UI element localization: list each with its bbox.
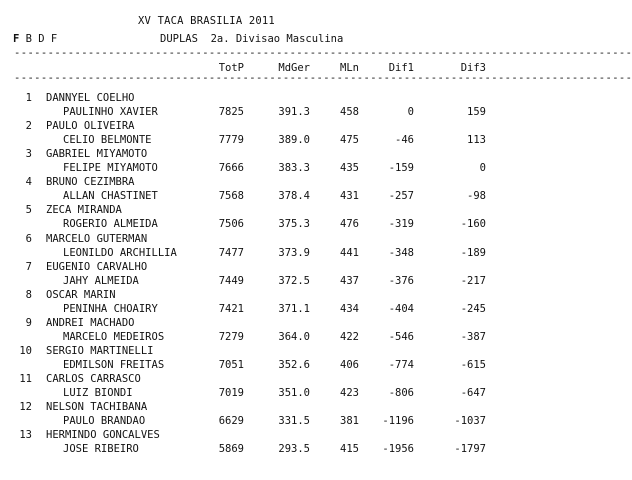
- difference-first: 0: [407, 106, 414, 118]
- player-two-name: PENINHA CHOAIRY: [63, 302, 158, 315]
- player-one-name: MARCELO GUTERMAN: [46, 232, 148, 245]
- overall-average: 371.1: [278, 302, 310, 315]
- player-one-name: NELSON TACHIBANA: [46, 401, 148, 414]
- rank-number: 5: [25, 204, 32, 217]
- rank-number: 4: [25, 176, 32, 189]
- difference-first: -774: [388, 358, 414, 371]
- difference-first: -1196: [382, 415, 414, 428]
- overall-average: 389.0: [278, 134, 310, 147]
- player-two-name: FELIPE MIYAMOTO: [63, 162, 158, 175]
- difference-third: -160: [460, 218, 486, 231]
- player-two-name: EDMILSON FREITAS: [63, 358, 165, 371]
- table-row: [0, 92, 500, 120]
- best-line: 434: [340, 302, 359, 315]
- rank-number: 13: [19, 429, 32, 442]
- total-pins: 7449: [218, 274, 244, 287]
- total-pins: 7666: [218, 162, 244, 175]
- overall-average: 391.3: [278, 106, 310, 118]
- total-pins: 7019: [218, 387, 244, 399]
- rank-number: 9: [25, 316, 32, 329]
- player-one-name: HERMINDO GONCALVES: [46, 429, 160, 442]
- best-line: 435: [340, 162, 359, 175]
- player-one-name: BRUNO CEZIMBRA: [46, 176, 135, 189]
- difference-third: -189: [460, 246, 486, 259]
- rank-number: 10: [19, 344, 32, 357]
- best-line: 476: [340, 218, 359, 231]
- total-pins: 7421: [218, 302, 244, 315]
- difference-first: -1956: [382, 443, 414, 456]
- player-two-name: ALLAN CHASTINET: [63, 190, 158, 203]
- overall-average: 372.5: [278, 274, 310, 287]
- difference-third: 113: [467, 134, 486, 147]
- table-row: [0, 429, 500, 457]
- best-line: 441: [340, 246, 359, 259]
- best-line: 415: [340, 443, 359, 456]
- column-header-dif3: Dif3: [460, 62, 486, 74]
- player-one-name: SERGIO MARTINELLI: [46, 344, 154, 357]
- best-line: 422: [340, 330, 359, 343]
- rank-number: 8: [25, 288, 32, 301]
- rank-number: 7: [25, 260, 32, 273]
- best-line: 431: [340, 190, 359, 203]
- column-header-dif1: Dif1: [388, 62, 414, 74]
- player-two-name: PAULINHO XAVIER: [63, 106, 158, 118]
- best-line: 406: [340, 358, 359, 371]
- player-one-name: GABRIEL MIYAMOTO: [46, 148, 148, 161]
- player-two-name: JAHY ALMEIDA: [63, 274, 139, 287]
- total-pins: 6629: [218, 415, 244, 428]
- player-one-name: EUGENIO CARVALHO: [46, 260, 148, 273]
- difference-third: -1797: [454, 443, 486, 456]
- total-pins: 7568: [218, 190, 244, 203]
- control-codes: [13, 33, 57, 45]
- divider-top: --------------------------------------------------------------------------------------------: [14, 47, 632, 59]
- difference-first: -257: [388, 190, 414, 203]
- difference-first: -546: [388, 330, 414, 343]
- difference-first: -46: [395, 134, 414, 147]
- player-one-name: ANDREI MACHADO: [46, 316, 135, 329]
- difference-third: -98: [467, 190, 486, 203]
- rank-number: 1: [25, 92, 32, 104]
- player-two-name: ROGERIO ALMEIDA: [63, 218, 158, 231]
- rank-number: 3: [25, 148, 32, 161]
- player-one-name: DANNYEL COELHO: [46, 92, 135, 104]
- overall-average: 375.3: [278, 218, 310, 231]
- rank-number: 11: [19, 373, 32, 385]
- difference-third: -647: [460, 387, 486, 399]
- table-row: [0, 261, 500, 289]
- control-code-first: F: [13, 33, 20, 45]
- difference-first: -348: [388, 246, 414, 259]
- table-row: [0, 120, 500, 148]
- total-pins: 7506: [218, 218, 244, 231]
- player-two-name: MARCELO MEDEIROS: [63, 330, 165, 343]
- difference-first: -319: [388, 218, 414, 231]
- total-pins: 7279: [218, 330, 244, 343]
- overall-average: 352.6: [278, 358, 310, 371]
- total-pins: 5869: [218, 443, 244, 456]
- rank-number: 12: [19, 401, 32, 414]
- table-row: [0, 233, 500, 261]
- overall-average: 351.0: [278, 387, 310, 399]
- player-one-name: PAULO OLIVEIRA: [46, 120, 135, 133]
- table-row: [0, 176, 500, 204]
- player-two-name: LEONILDO ARCHILLIA: [63, 246, 177, 259]
- difference-third: -1037: [454, 415, 486, 428]
- total-pins: 7825: [218, 106, 244, 118]
- player-one-name: ZECA MIRANDA: [46, 204, 122, 217]
- best-line: 381: [340, 415, 359, 428]
- divider-header: --------------------------------------------------------------------------------------------: [14, 72, 632, 84]
- table-row: [0, 148, 500, 176]
- total-pins: 7779: [218, 134, 244, 147]
- column-header-mln: MLn: [340, 62, 359, 74]
- table-row: [0, 289, 500, 317]
- column-header-mdger: MdGer: [278, 62, 310, 74]
- difference-third: -387: [460, 330, 486, 343]
- table-row: [0, 373, 500, 401]
- best-line: 475: [340, 134, 359, 147]
- difference-third: -245: [460, 302, 486, 315]
- page-subtitle: DUPLAS 2a. Divisao Masculina: [160, 33, 344, 45]
- difference-third: -615: [460, 358, 486, 371]
- table-row: [0, 317, 500, 345]
- difference-first: -376: [388, 274, 414, 287]
- player-two-name: PAULO BRANDAO: [63, 415, 146, 428]
- overall-average: 383.3: [278, 162, 310, 175]
- table-row: [0, 345, 500, 373]
- overall-average: 364.0: [278, 330, 310, 343]
- column-header-totp: TotP: [218, 62, 244, 74]
- difference-first: -404: [388, 302, 414, 315]
- control-code-rest: B D F: [19, 33, 58, 45]
- difference-first: -806: [388, 387, 414, 399]
- overall-average: 293.5: [278, 443, 310, 456]
- best-line: 458: [340, 106, 359, 118]
- rank-number: 2: [25, 120, 32, 133]
- difference-first: -159: [388, 162, 414, 175]
- rank-number: 6: [25, 232, 32, 245]
- difference-third: 0: [479, 162, 486, 175]
- player-two-name: JOSE RIBEIRO: [63, 443, 139, 456]
- table-row: [0, 401, 500, 429]
- total-pins: 7051: [218, 358, 244, 371]
- table-row: [0, 204, 500, 232]
- difference-third: -217: [460, 274, 486, 287]
- overall-average: 331.5: [278, 415, 310, 428]
- player-two-name: CELIO BELMONTE: [63, 134, 152, 147]
- overall-average: 378.4: [278, 190, 310, 203]
- best-line: 423: [340, 387, 359, 399]
- player-one-name: CARLOS CARRASCO: [46, 373, 141, 385]
- difference-third: 159: [467, 106, 486, 118]
- total-pins: 7477: [218, 246, 244, 259]
- best-line: 437: [340, 274, 359, 287]
- page-title: XV TACA BRASILIA 2011: [138, 15, 275, 27]
- overall-average: 373.9: [278, 246, 310, 259]
- player-two-name: LUIZ BIONDI: [63, 387, 133, 399]
- player-one-name: OSCAR MARIN: [46, 288, 116, 301]
